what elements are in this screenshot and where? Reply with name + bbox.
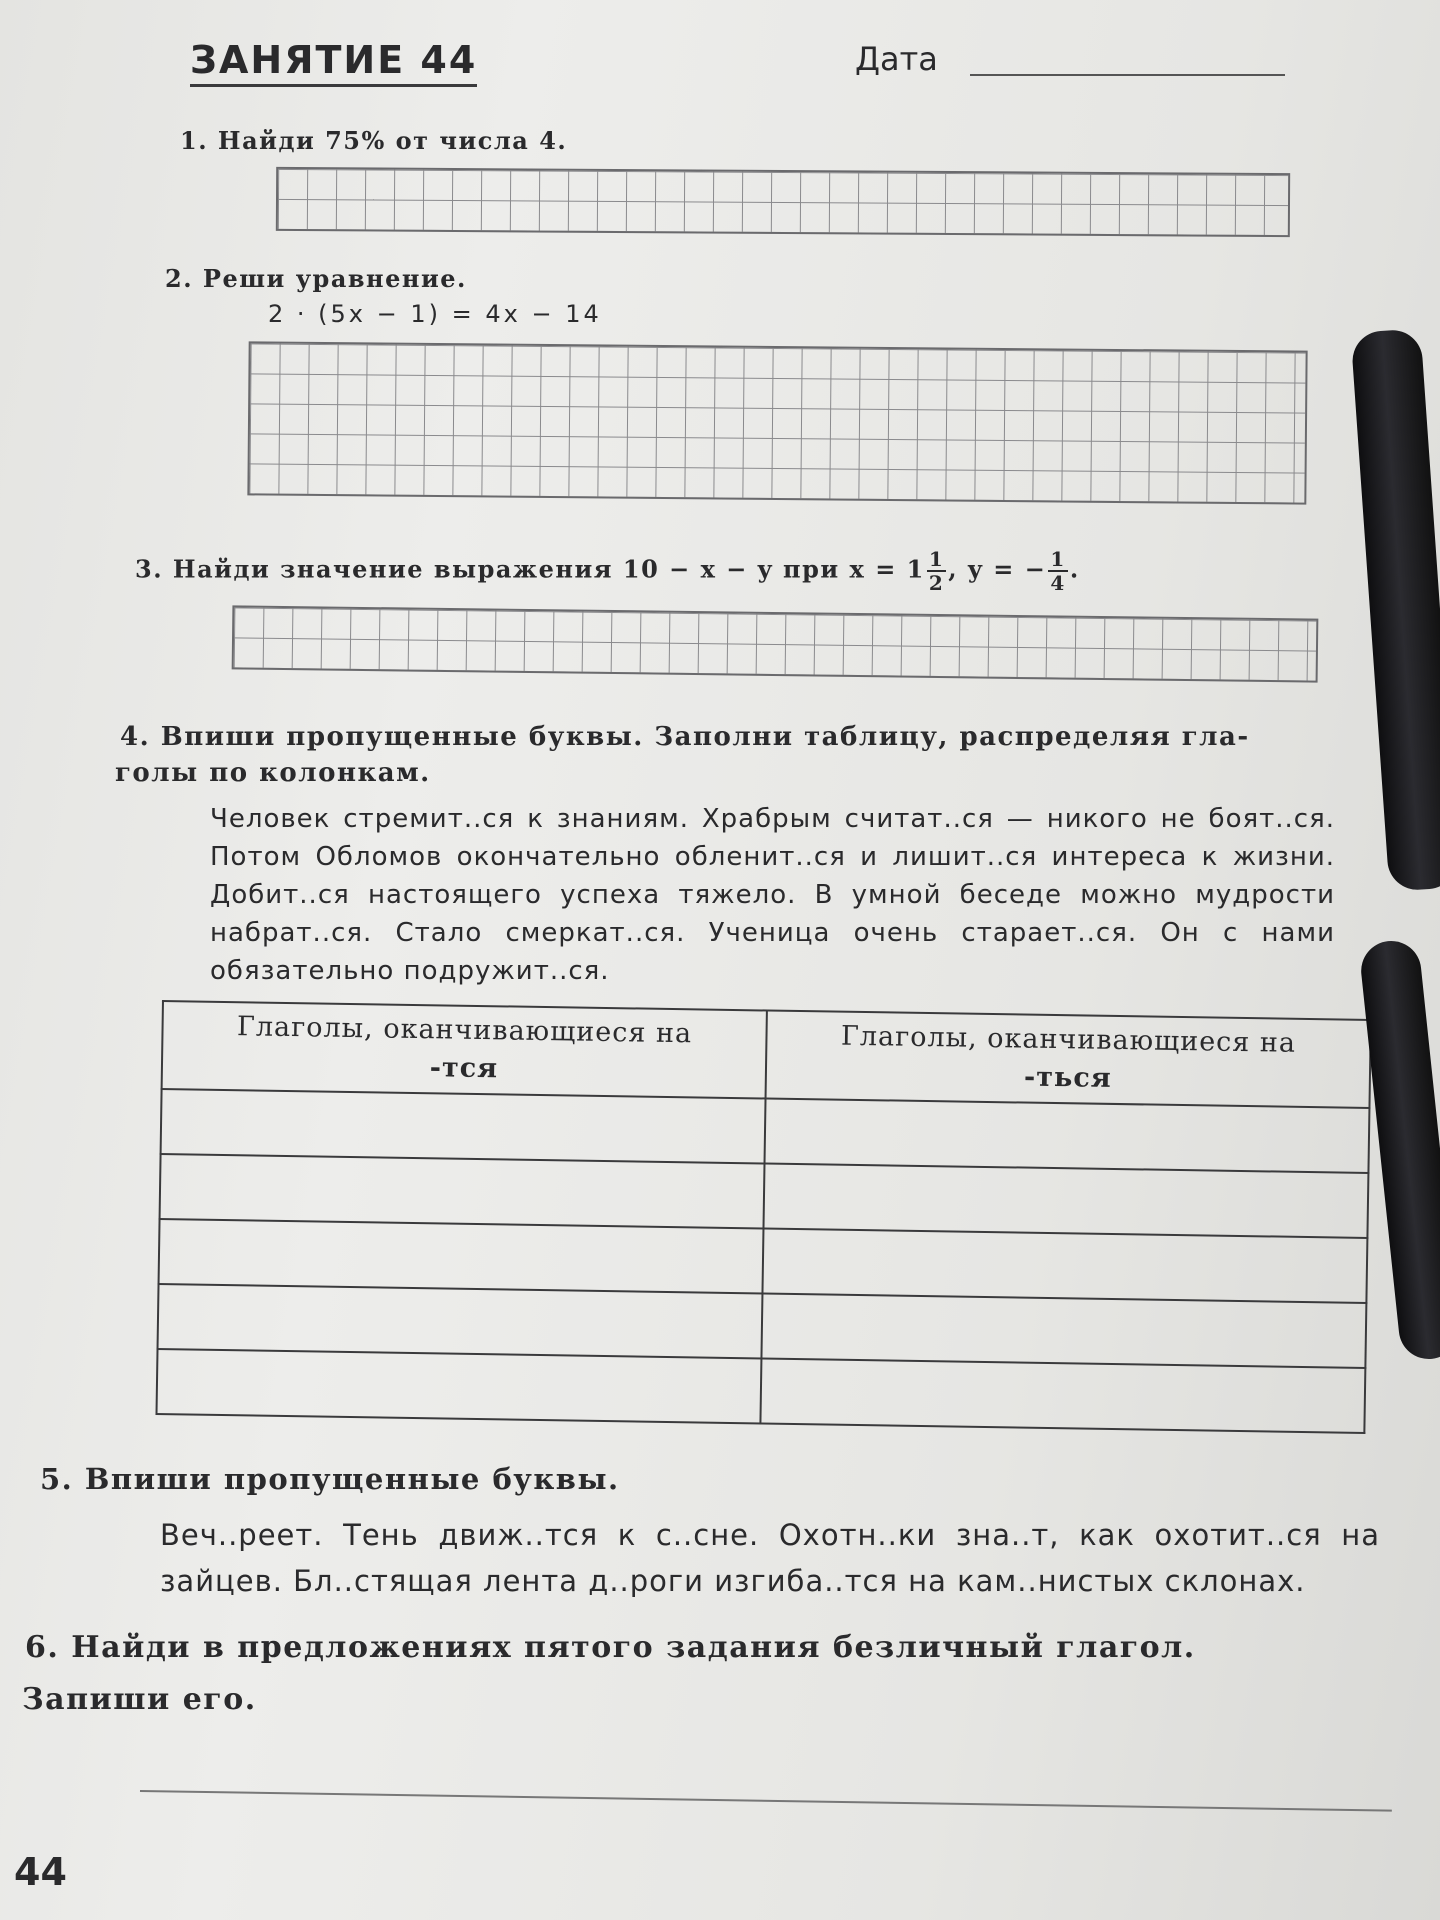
task-4-line2: голы по колонкам. [115, 758, 431, 788]
task-2-equation: 2 · (5x − 1) = 4x − 14 [268, 300, 602, 328]
task-4 [120, 722, 1250, 752]
pen-lower [1358, 938, 1440, 1362]
table-cell[interactable] [160, 1154, 765, 1228]
task-3: 3. Найди значение выражения 10 − x − y при x = 1 $\frac{1}{2}$ , y = − $\frac{1}{4}$ . [135, 547, 1080, 595]
task-3-text: Найди значение выражения 10 − x − y при x = 1 [172, 554, 925, 584]
task-6-number: 6. [25, 1630, 60, 1665]
task-1-number: 1. [180, 126, 209, 155]
task-1-text: Найди 75% от числа 4. [217, 126, 568, 155]
date-label: Дата [855, 40, 938, 78]
lesson-title: ЗАНЯТИЕ 44 [190, 38, 477, 87]
suffix-tsya-soft: -ться [1023, 1061, 1112, 1094]
task-4-paragraph: Человек стремит..ся к знаниям. Храбрым считат..ся — никого не боят..ся. Потом Обломов окончательно обленит..ся и лишит..ся интереса к жизни. Добит..ся настоящего успеха тяжело. В умной беседе можно мудрости набрат..ся. Стало смеркат..ся. Ученица очень старает..ся. Он с нами обязательно подружит..ся. [210, 804, 1335, 986]
table-cell[interactable] [161, 1089, 766, 1163]
task-1 [180, 126, 567, 155]
table-cell[interactable] [762, 1228, 1367, 1302]
x-fraction: $\frac{1}{2}$ [928, 547, 945, 595]
page-number: 44 [14, 1850, 67, 1894]
verb-table-header-tsya-soft: Глаголы, оканчивающиеся на -ться [766, 1011, 1371, 1108]
table-cell[interactable] [158, 1284, 763, 1358]
y-fraction: $\frac{1}{4}$ [1050, 547, 1066, 595]
task-3-number: 3. [135, 554, 164, 584]
task-5-paragraph: Веч..реет. Тень движ..тся к с..сне. Охотн..ки зна..т, как охотит..ся на зайцев. Бл..стящая лента д..роги изгиба..тся на кам..нистых склонах. [160, 1518, 1380, 1598]
table-cell[interactable] [159, 1219, 764, 1293]
task-2-number: 2. [165, 264, 194, 293]
pen-upper [1351, 328, 1440, 892]
task-5-text: Впиши пропущенные буквы. [84, 1462, 620, 1496]
task-4-line1: Впиши пропущенные буквы. Заполни таблицу, распределяя гла- [160, 722, 1250, 752]
table-cell[interactable] [761, 1293, 1366, 1367]
suffix-tsya: -тся [429, 1052, 499, 1085]
task-6 [25, 1630, 1385, 1665]
task-5-number: 5. [40, 1462, 74, 1496]
task-2-answer-grid[interactable] [247, 341, 1307, 504]
task-4-number: 4. [120, 722, 151, 752]
task-6-line1: Найди в предложениях пятого задания безличный глагол. [71, 1630, 1196, 1665]
task-1-answer-grid[interactable] [276, 167, 1290, 237]
task-6-answer-line[interactable] [140, 1790, 1392, 1812]
table-cell[interactable] [763, 1163, 1368, 1237]
verb-table [155, 1000, 1371, 1434]
task-2 [165, 264, 467, 293]
table-cell[interactable] [765, 1098, 1370, 1172]
task-2-text: Реши уравнение. [202, 264, 467, 293]
verb-table-header-tsya: Глаголы, оканчивающиеся на -тся [162, 1001, 767, 1098]
task-6-line2: Запиши его. [22, 1682, 257, 1717]
task-5 [40, 1462, 620, 1496]
task-3-answer-grid[interactable] [232, 605, 1319, 682]
table-cell[interactable] [156, 1349, 761, 1423]
table-cell[interactable] [760, 1358, 1365, 1432]
date-answer-line[interactable] [970, 74, 1285, 76]
